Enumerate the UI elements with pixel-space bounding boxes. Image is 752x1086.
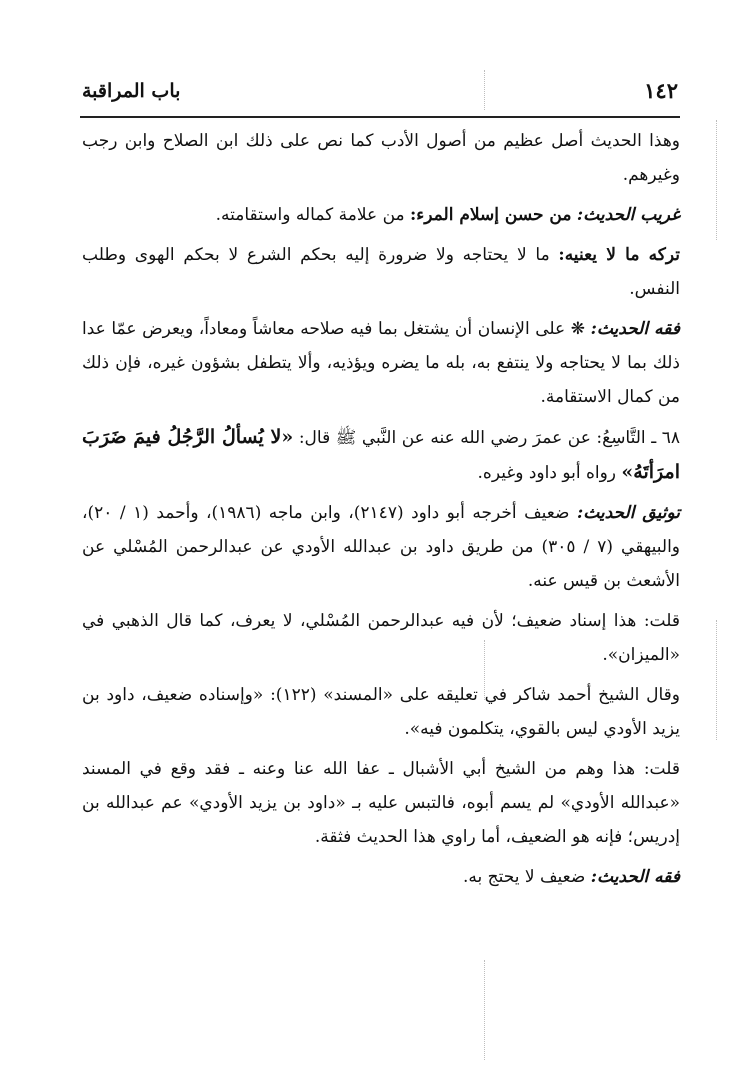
scan-artifact-line	[716, 120, 717, 240]
paragraph-text: رواه أبو داود وغيره.	[477, 463, 617, 483]
hadith-intro: ٦٨ ـ التَّاسِعُ: عن عمرَ رضي الله عنه عن النَّبي ﷺ قال:	[298, 428, 680, 448]
paragraph-text: ضعيف أخرجه أبو داود (٢١٤٧)، وابن ماجه (١٩٨٦)، وأحمد (١ / ٢٠)، والبيهقي (٧ / ٣٠٥) من طريق داود بن عبدالله الأودي عن عبدالرحمن المُسْلي عن الأشعث بن قيس عنه.	[82, 503, 681, 591]
scan-artifact-line	[484, 960, 485, 1060]
paragraph-qultu-2	[82, 752, 680, 854]
paragraph-gharib	[82, 198, 680, 232]
section-label: غريب الحديث:	[576, 205, 680, 225]
header-divider	[80, 116, 680, 118]
scan-artifact-line	[484, 640, 485, 700]
paragraph-text: ضعيف لا يحتج به.	[462, 867, 586, 887]
paragraph-text: قلت: هذا إسناد ضعيف؛ لأن فيه عبدالرحمن المُسْلي، لا يعرف، كما قال الذهبي في «الميزان».	[82, 611, 680, 665]
paragraph-shakir	[82, 678, 680, 746]
chapter-title: باب المراقبة	[82, 80, 181, 102]
page-body	[82, 124, 680, 900]
page-number: ١٤٢	[644, 78, 678, 103]
term-heading: من حسن إسلام المرء:	[410, 205, 572, 225]
paragraph-text: قلت: هذا وهم من الشيخ أبي الأشبال ـ عفا الله عنا وعنه ـ فقد وقع في المسند «عبدالله الأودي» لم يسم أبوه، فالتبس عليه بـ «داود بن يزيد الأودي» عم عبدالله بن إدريس؛ فإنه هو الضعيف، أما راوي هذا الحديث فثقة.	[82, 759, 680, 847]
hadith-text: «لا يُسألُ الرَّجُلُ فيمَ ضَرَبَ امرَأتَهُ»	[82, 426, 680, 483]
section-label: فقه الحديث:	[590, 319, 680, 339]
paragraph-tawthiq	[82, 496, 680, 598]
paragraph-tarkuhu	[82, 238, 680, 306]
paragraph-text: ❋ على الإنسان أن يشتغل بما فيه صلاحه معاشاً ومعاداً، ويعرض عمّا عدا ذلك بما لا يحتاجه ولا ينتفع به، بله ما يضره ويؤذيه، وألا يتطفل بشؤون غيره، فإن ذلك من كمال الاستقامة.	[82, 319, 680, 407]
scan-artifact-line	[716, 620, 717, 740]
paragraph-text: ما لا يحتاجه ولا ضرورة إليه بحكم الشرع لا بحكم الهوى وطلب النفس.	[82, 245, 680, 299]
paragraph-qultu-1	[82, 604, 680, 672]
term-heading: تركه ما لا يعنيه:	[558, 245, 680, 265]
paragraph-text: من علامة كماله واستقامته.	[215, 205, 405, 225]
paragraph-hadith-68	[82, 420, 680, 490]
paragraph-intro	[82, 124, 680, 192]
paragraph-fiqh-1	[82, 312, 680, 414]
paragraph-text: وهذا الحديث أصل عظيم من أصول الأدب كما نص على ذلك ابن الصلاح وابن رجب وغيرهم.	[82, 131, 680, 185]
paragraph-text: وقال الشيخ أحمد شاكر في تعليقه على «المسند» (١٢٢): «وإسناده ضعيف، داود بن يزيد الأودي ليس بالقوي، يتكلمون فيه».	[82, 685, 680, 739]
section-label: فقه الحديث:	[590, 867, 680, 887]
paragraph-fiqh-2	[82, 860, 680, 894]
page-header	[80, 78, 680, 114]
scan-artifact-line	[484, 70, 485, 110]
section-label: توثيق الحديث:	[576, 503, 680, 523]
